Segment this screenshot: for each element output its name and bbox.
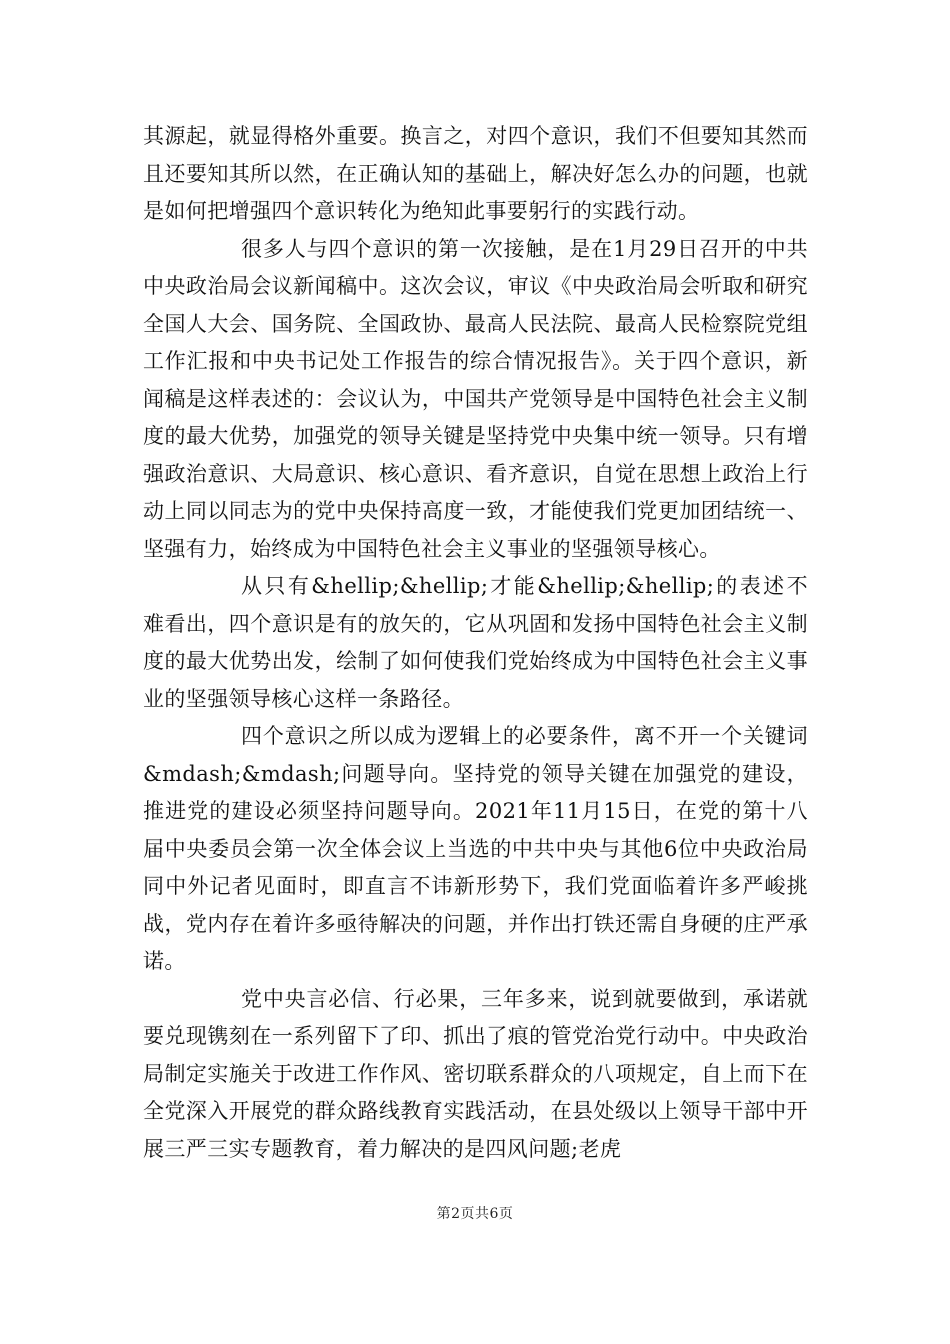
paragraph-3: 从只有&hellip;&hellip;才能&hellip;&hellip;的表述不难看出，四个意识是有的放矢的，它从巩固和发扬中国特色社会主义制度的最大优势出发，绘制了如何使我们党始终成为中国特色社会主义事业的坚强领导核心这样一条路径。 (143, 574, 808, 711)
paragraph-1: 其源起，就显得格外重要。换言之，对四个意识，我们不但要知其然而且还要知其所以然，在正确认知的基础上，解决好怎么办的问题，也就是如何把增强四个意识转化为绝知此事要躬行的实践行动。 (143, 124, 808, 223)
document-body (143, 118, 808, 1168)
paragraph-4: 四个意识之所以成为逻辑上的必要条件，离不开一个关键词&mdash;&mdash;问题导向。坚持党的领导关键在加强党的建设，推进党的建设必须坚持问题导向。2021年11月15日，在党的第十八届中央委员会第一次全体会议上当选的中共中央与其他6位中央政治局同中外记者见面时，即直言不讳新形势下，我们党面临着许多严峻挑战，党内存在着许多亟待解决的问题，并作出打铁还需自身硬的庄严承诺。 (143, 724, 808, 973)
paragraph-2: 很多人与四个意识的第一次接触，是在1月29日召开的中共中央政治局会议新闻稿中。这次会议，审议《中央政治局会听取和研究全国人大会、国务院、全国政协、最高人民法院、最高人民检察院党组工作汇报和中央书记处工作报告的综合情况报告》。关于四个意识，新闻稿是这样表述的：会议认为，中国共产党领导是中国特色社会主义制度的最大优势，加强党的领导关键是坚持党中央集中统一领导。只有增强政治意识、大局意识、核心意识、看齐意识，自觉在思想上政治上行动上同以同志为的党中央保持高度一致，才能使我们党更加团结统一、坚强有力，始终成为中国特色社会主义事业的坚强领导核心。 (143, 236, 808, 561)
paragraph-5: 党中央言必信、行必果，三年多来，说到就要做到，承诺就要兑现镌刻在一系列留下了印、抓出了痕的管党治党行动中。中央政治局制定实施关于改进工作作风、密切联系群众的八项规定，自上而下在全党深入开展党的群众路线教育实践活动，在县处级以上领导干部中开展三严三实专题教育，着力解决的是四风问题;老虎 (143, 986, 808, 1161)
page-number-footer: 第2页共6页 (436, 1206, 514, 1222)
